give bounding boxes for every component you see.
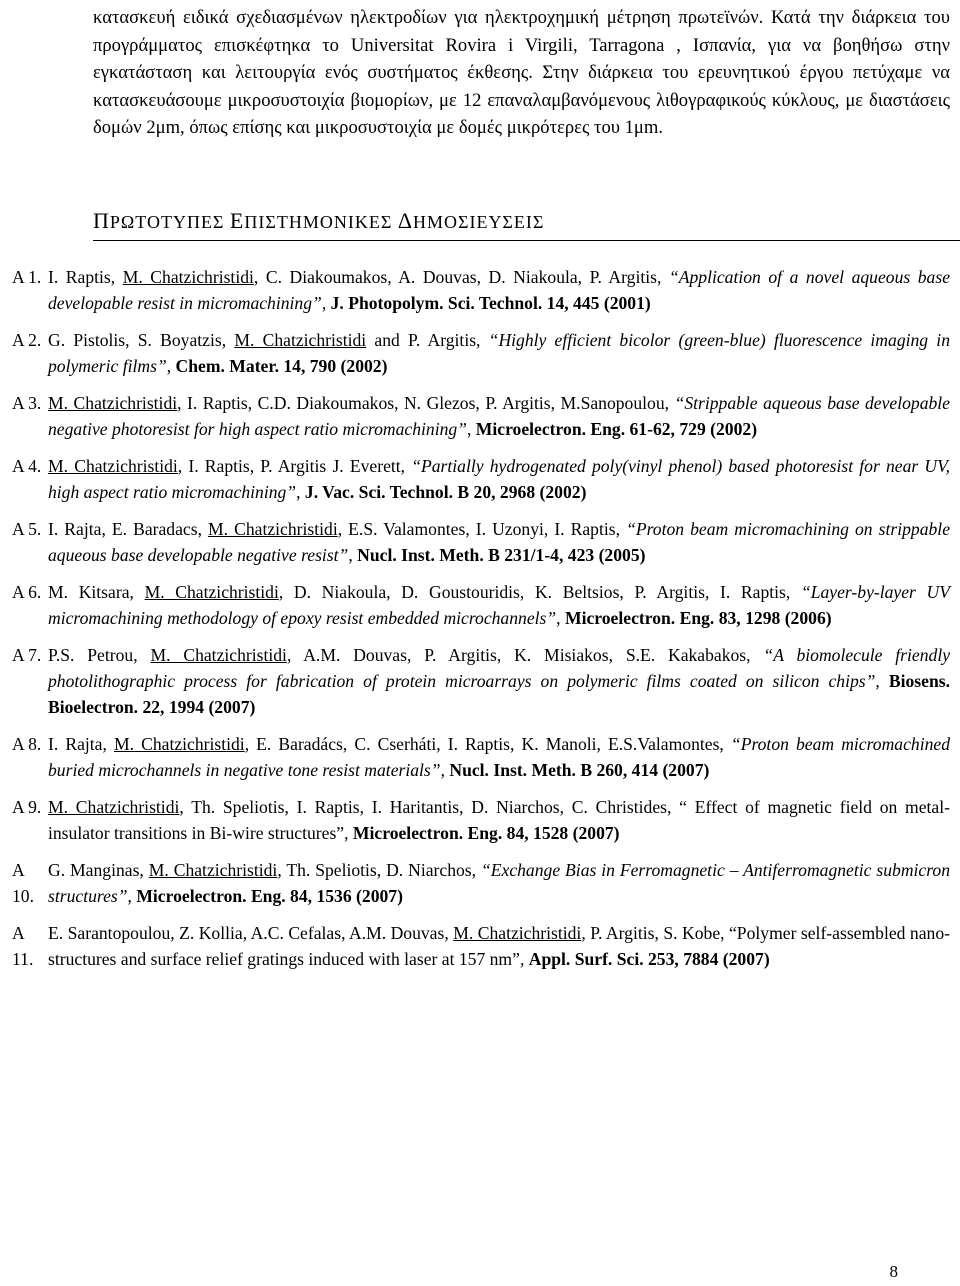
pub-separator: , (344, 823, 353, 843)
pub-authors-before: G. Pistolis, S. Boyatzis, (48, 330, 235, 350)
pub-label: Α 3. (12, 393, 42, 413)
pub-journal: Nucl. Inst. Meth. B 231/1-4, 423 (2005) (357, 545, 646, 565)
pub-journal: Microelectron. Eng. 83, 1298 (2006) (564, 608, 832, 628)
pub-authors-after: , P. Argitis, S. Kobe, (581, 923, 729, 943)
pub-authors-after: , D. Niakoula, D. Goustouridis, K. Beltsios, P. Argitis, I. Raptis, (278, 582, 801, 602)
pub-authors-after: , I. Raptis, P. Argitis J. Everett, (177, 456, 412, 476)
publication-entry (12, 794, 950, 846)
publication-entry (12, 516, 950, 568)
publication-entry (12, 264, 950, 316)
pub-author-highlight: M. Chatzichristidi (208, 519, 338, 539)
pub-title: “Partially hydrogenated poly(vinyl phenol) based photoresist for near UV, high aspect ratio micromachining” (48, 456, 950, 502)
publication-entry (12, 731, 950, 783)
pub-separator: , (348, 545, 358, 565)
publication-entry (12, 579, 950, 631)
pub-authors-after: , Th. Speliotis, D. Niarchos, (277, 860, 481, 880)
pub-journal: J. Vac. Sci. Technol. B 20, 2968 (2002) (304, 482, 587, 502)
pub-separator: , (321, 293, 331, 313)
pub-authors-after: , A.M. Douvas, P. Argitis, K. Misiakos, S.E. Kakabakos, (286, 645, 764, 665)
pub-title: “Polymer self-assembled nano-structures and surface relief gratings induced with laser at 157 nm” (48, 923, 950, 969)
pub-label: Α 11. (12, 923, 34, 969)
pub-separator: , (466, 419, 476, 439)
pub-author-highlight: M. Chatzichristidi (148, 860, 278, 880)
heading-initial-1: Π (93, 208, 110, 233)
pub-separator: , (127, 886, 137, 906)
pub-author-highlight: M. Chatzichristidi (453, 923, 582, 943)
pub-label: Α 1. (12, 267, 42, 287)
heading-rest-1: ΡΩΤΟΤΥΠΕΣ (109, 212, 230, 232)
heading-rest-2: ΠΙΣΤΗΜΟΝΙΚΕΣ (244, 212, 398, 232)
page-number: 8 (889, 1262, 898, 1281)
pub-authors-after: , Th. Speliotis, I. Raptis, I. Haritantis, D. Niarchos, C. Christides, (179, 797, 680, 817)
pub-title: “Exchange Bias in Ferromagnetic – Antiferromagnetic submicron structures” (48, 860, 951, 906)
pub-author-highlight: M. Chatzichristidi (48, 456, 178, 476)
pub-authors-before: E. Sarantopoulou, Z. Kollia, A.C. Cefalas, A.M. Douvas, (48, 923, 454, 943)
pub-authors-after: and P. Argitis, (366, 330, 489, 350)
pub-title: “Highly efficient bicolor (green-blue) fluorescence imaging in polymeric films” (48, 330, 950, 376)
pub-authors-before: I. Raptis, (48, 267, 123, 287)
pub-separator: , (875, 671, 889, 691)
heading-initial-2: Ε (229, 208, 245, 233)
pub-author-highlight: M. Chatzichristidi (234, 330, 367, 350)
pub-label: Α 2. (12, 330, 42, 350)
pub-author-highlight: M. Chatzichristidi (48, 393, 178, 413)
publication-entry (12, 857, 950, 909)
intro-paragraph: κατασκευή ειδικά σχεδιασμένων ηλεκτροδίων για ηλεκτροχημική μέτρηση πρωτεϊνών. Κατά την διάρκεια του προγράμματος επισκέφτηκα το Universitat Rovira i Virgili, Tarragona , Ισπανία, για να βοηθήσω στην εγκατάσταση και λειτουργία ενός συστήματος έκθεσης. Στην διάρκεια του ερευνητικού έργου πετύχαμε να κατασκευάσουμε μικροσυστοιχία βιομορίων, με 12 επαναλαμβανόμενους λιθογραφικούς κύκλους, με διαστάσεις δομών 2μm, όπως επίσης και μικροσυστοιχία με δομές μικρότερες του 1μm. (93, 7, 950, 138)
publication-entry (12, 390, 950, 442)
pub-title: “Strippable aqueous base developable negative photoresist for high aspect ratio micromachining” (48, 393, 950, 439)
pub-journal: Appl. Surf. Sci. 253, 7884 (2007) (528, 949, 770, 969)
pub-label: Α 4. (12, 456, 42, 476)
publication-entry (12, 327, 950, 379)
pub-authors-after: , E. Baradács, C. Cserháti, I. Raptis, K. Manoli, E.S.Valamontes, (244, 734, 731, 754)
publication-entry (12, 920, 950, 972)
pub-authors-after: , E.S. Valamontes, I. Uzonyi, I. Raptis, (337, 519, 627, 539)
pub-author-highlight: M. Chatzichristidi (113, 734, 245, 754)
pub-journal: Microelectron. Eng. 84, 1528 (2007) (352, 823, 620, 843)
pub-authors-before: P.S. Petrou, (48, 645, 151, 665)
pub-title: “Layer-by-layer UV micromachining methodology of epoxy resist embedded microchannels” (48, 582, 951, 628)
pub-label: Α 6. (12, 582, 42, 602)
pub-authors-before: I. Rajta, E. Baradacs, (48, 519, 209, 539)
pub-authors-before: G. Manginas, (48, 860, 149, 880)
publication-list (12, 264, 950, 983)
pub-journal: J. Photopolym. Sci. Technol. 14, 445 (2001) (330, 293, 651, 313)
pub-label: Α 8. (12, 734, 42, 754)
pub-title: “A biomolecule friendly photolithographic process for fabrication of protein microarrays on polymeric films coated on silicon chips” (48, 645, 951, 691)
pub-label: Α 9. (12, 797, 42, 817)
pub-author-highlight: M. Chatzichristidi (150, 645, 287, 665)
pub-separator: , (440, 760, 450, 780)
publication-entry (12, 453, 950, 505)
pub-label: Α 7. (12, 645, 42, 665)
pub-journal: Biosens. Bioelectron. 22, 1994 (2007) (48, 671, 950, 717)
pub-label: Α 5. (12, 519, 42, 539)
pub-authors-after: , I. Raptis, C.D. Diakoumakos, N. Glezos, P. Argitis, M.Sanopoulou, (177, 393, 675, 413)
pub-separator: , (166, 356, 176, 376)
pub-separator: , (519, 949, 529, 969)
pub-authors-after: , C. Diakoumakos, A. Douvas, D. Niakoula, P. Argitis, (253, 267, 669, 287)
pub-author-highlight: M. Chatzichristidi (144, 582, 279, 602)
pub-author-highlight: M. Chatzichristidi (48, 797, 180, 817)
pub-label: Α 10. (12, 860, 34, 906)
pub-title: “Application of a novel aqueous base developable resist in micromachining” (48, 267, 951, 313)
pub-journal: Microelectron. Eng. 61-62, 729 (2002) (475, 419, 758, 439)
section-heading (93, 208, 960, 241)
pub-title: “Proton beam micromachining on strippable aqueous base developable negative resist” (48, 519, 951, 565)
pub-separator: , (556, 608, 565, 628)
pub-authors-before: I. Rajta, (48, 734, 114, 754)
pub-separator: , (296, 482, 305, 502)
pub-journal: Chem. Mater. 14, 790 (2002) (175, 356, 388, 376)
pub-title: “Proton beam micromachined buried microchannels in negative tone resist materials” (48, 734, 950, 780)
publication-entry (12, 642, 950, 720)
pub-authors-before: M. Kitsara, (48, 582, 145, 602)
heading-rest-3: ΗΜΟΣΙΕΥΣΕΙΣ (412, 212, 545, 232)
pub-journal: Microelectron. Eng. 84, 1536 (2007) (136, 886, 403, 906)
pub-author-highlight: M. Chatzichristidi (122, 267, 254, 287)
pub-journal: Nucl. Inst. Meth. B 260, 414 (2007) (449, 760, 710, 780)
heading-initial-3: Δ (397, 208, 413, 233)
pub-title: “ Effect of magnetic field on metal-insulator transitions in Bi-wire structures” (48, 797, 950, 843)
